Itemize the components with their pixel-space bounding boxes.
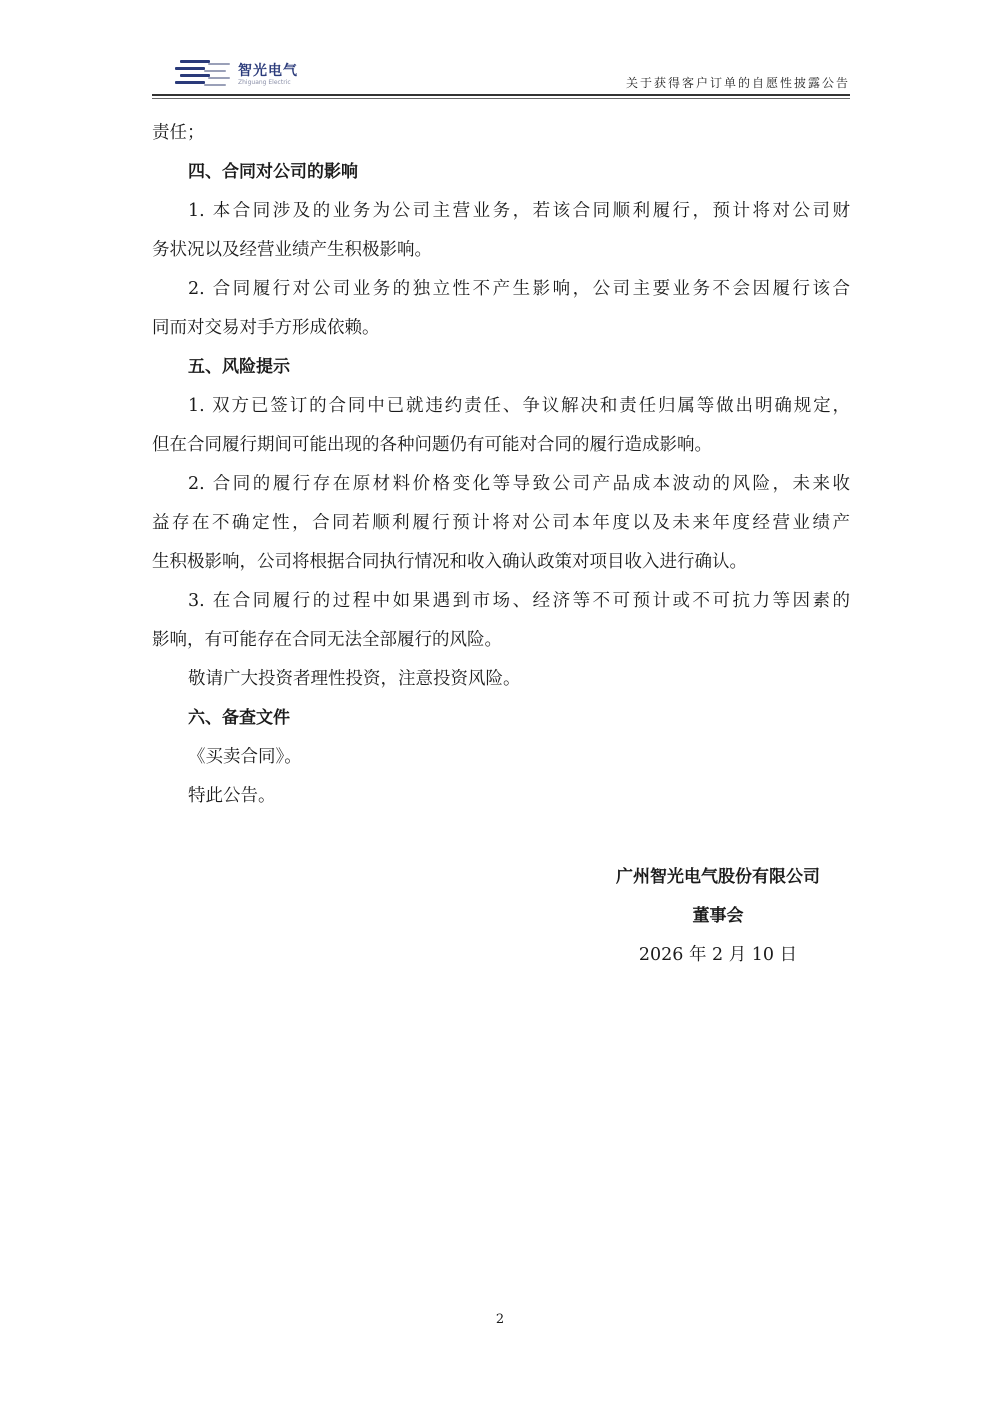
logo-stripes-icon [172,54,236,90]
line-text: 益存在不确定性，合同若顺利履行预计将对公司本年度以及未来年度经营业绩产 [152,513,850,533]
signature-block [568,858,868,975]
line-text: 1. 双方已签订的合同中已就违约责任、争议解决和责任归属等做出明确规定， [188,396,850,416]
signature-date: 2026 年 2 月 10 日 [638,945,798,965]
section-heading [152,153,850,192]
text-line [152,270,850,309]
line-text: 2. 合同的履行存在原材料价格变化等导致公司产品成本波动的风险，未来收 [188,474,850,494]
document-body [152,114,850,816]
page-number: 2 [495,1312,505,1327]
line-text: 1. 本合同涉及的业务为公司主营业务，若该合同顺利履行，预计将对公司财 [188,201,850,221]
signature-board: 董事会 [692,906,744,926]
text-line [152,777,850,816]
line-text: 敬请广大投资者理性投资，注意投资风险。 [188,669,521,689]
section-heading-text: 六、备查文件 [188,708,290,728]
text-line [152,621,850,660]
line-text: 责任； [152,123,205,143]
text-line [152,465,850,504]
header-document-title: 关于获得客户订单的自愿性披露公告 [625,76,850,90]
text-line [152,426,850,465]
text-line [152,114,850,153]
section-heading-text: 四、合同对公司的影响 [188,162,358,182]
text-line [152,309,850,348]
page-header [152,50,850,98]
text-line [152,504,850,543]
text-line [152,738,850,777]
text-line [152,582,850,621]
line-text: 2. 合同履行对公司业务的独立性不产生影响，公司主要业务不会因履行该合 [188,279,850,299]
text-line [152,660,850,699]
logo-company-name: 智光电气 [238,63,298,79]
line-text: 生积极影响，公司将根据合同执行情况和收入确认政策对项目收入进行确认。 [152,552,747,572]
company-logo [172,54,332,90]
text-line [152,231,850,270]
line-text: 但在合同履行期间可能出现的各种问题仍有可能对合同的履行造成影响。 [152,435,712,455]
logo-company-name-en: Zhiguang Electric [238,79,291,86]
section-heading-text: 五、风险提示 [188,357,290,377]
line-text: 特此公告。 [188,786,276,806]
text-line [152,192,850,231]
text-line [152,387,850,426]
header-rule-thin [152,98,850,99]
section-heading [152,348,850,387]
line-text: 3. 在合同履行的过程中如果遇到市场、经济等不可预计或不可抗力等因素的 [188,591,850,611]
line-text: 务状况以及经营业绩产生积极影响。 [152,240,432,260]
section-heading [152,699,850,738]
line-text: 《买卖合同》。 [188,747,302,767]
header-rule [152,94,850,96]
line-text: 影响，有可能存在合同无法全部履行的风险。 [152,630,502,650]
text-line [152,543,850,582]
line-text: 同而对交易对手方形成依赖。 [152,318,380,338]
signature-company: 广州智光电气股份有限公司 [616,867,820,887]
